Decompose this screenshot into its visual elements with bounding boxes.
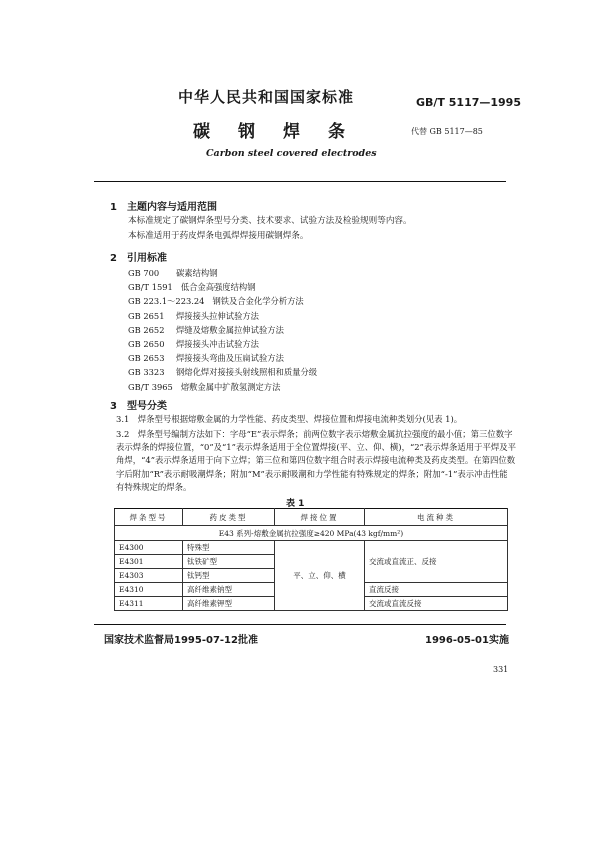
cell-model: E4310	[115, 583, 183, 597]
reference-item	[128, 280, 317, 294]
english-title: Carbon steel covered electrodes	[206, 148, 377, 159]
cell-current: 直流反接	[365, 583, 508, 597]
column-header: 药皮类型	[183, 509, 275, 526]
reference-item	[128, 309, 317, 323]
reference-title: 焊接接头冲击试验方法	[176, 339, 259, 350]
table-series-row	[115, 526, 508, 541]
cell-coating: 特殊型	[183, 541, 275, 555]
reference-title: 焊接接头弯曲及压扁试验方法	[176, 353, 284, 364]
reference-code: GB 3323	[128, 367, 165, 378]
standard-number: GB/T 5117—1995	[416, 96, 521, 109]
table-caption: 表 1	[286, 499, 305, 509]
section-heading-scope: 1 主题内容与适用范围	[110, 202, 217, 213]
title-char: 焊	[283, 122, 300, 142]
page-number: 331	[493, 665, 509, 674]
cell-model: E4311	[115, 597, 183, 611]
cell-current: 交流或直流正、反接	[365, 541, 508, 583]
replaces-note: 代替 GB 5117—85	[411, 127, 483, 136]
column-header: 电流种类	[365, 509, 508, 526]
section-heading-classification: 3 型号分类	[110, 401, 167, 412]
header-divider	[94, 181, 506, 182]
table-row	[115, 541, 508, 555]
implementation-date: 1996-05-01实施	[425, 635, 509, 646]
reference-code: GB 2652	[128, 324, 165, 335]
reference-code: GB 223.1～223.24	[128, 296, 205, 307]
reference-item	[128, 323, 317, 337]
clause-3-2: 3.2 焊条型号编制方法如下：字母“E”表示焊条；前两位数字表示熔敷金属抗拉强度的最小值；第三位数字表示焊条的焊接位置，“0”及“1”表示焊条适用于全位置焊接(平、立、仰、横)，“2”表示焊条适用于平焊及平角焊，“4”表示焊条适用于向下立焊；第三位和第四位数字组合时表示焊接电流种类及药皮类型。在第四位数字后附加“R”表示耐吸潮焊条；附加“M”表示耐吸潮和力学性能有特殊规定的焊条；附加“-1”表示冲击性能有特殊规定的焊条。	[116, 429, 516, 492]
section-heading-references: 2 引用标准	[110, 253, 167, 264]
table-header-row	[115, 509, 508, 526]
column-header: 焊接位置	[275, 509, 365, 526]
electrode-classification-table	[114, 508, 508, 611]
column-header: 焊条型号	[115, 509, 183, 526]
title-char: 钢	[238, 122, 255, 142]
scope-line-2: 本标准适用于药皮焊条电弧焊焊接用碳钢焊条。	[128, 231, 309, 241]
reference-code: GB 2650	[128, 339, 165, 350]
reference-title: 熔敷金属中扩散氢测定方法	[180, 381, 281, 392]
reference-item	[128, 337, 317, 351]
reference-item	[128, 266, 317, 280]
reference-code: GB 2653	[128, 353, 165, 364]
reference-item	[128, 380, 317, 394]
cell-position: 平、立、仰、横	[275, 541, 365, 611]
scope-line-1: 本标准规定了碳钢焊条型号分类、技术要求、试验方法及检验规则等内容。	[128, 216, 412, 226]
cell-coating: 钛铁矿型	[183, 555, 275, 569]
cell-model: E4300	[115, 541, 183, 555]
reference-list	[128, 266, 317, 394]
reference-code: GB 2651	[128, 310, 165, 321]
reference-title: 低合金高强度结构钢	[180, 282, 256, 293]
cell-coating: 钛钙型	[183, 569, 275, 583]
reference-item	[128, 294, 317, 308]
reference-item	[128, 365, 317, 379]
title-char: 条	[328, 122, 345, 142]
reference-title: 碳素结构钢	[176, 268, 218, 278]
series-label: E43 系列-熔敷金属抗拉强度≥420 MPa(43 kgf/mm²)	[115, 526, 508, 541]
reference-code: GB/T 3965	[128, 381, 173, 392]
reference-title: 焊接接头拉伸试验方法	[176, 310, 259, 321]
reference-title: 钢铁及合金化学分析方法	[212, 296, 304, 307]
reference-item	[128, 351, 317, 365]
reference-title: 焊缝及熔敷金属拉伸试验方法	[176, 324, 284, 335]
cell-current: 交流或直流反接	[365, 597, 508, 611]
reference-code: GB 700	[128, 268, 160, 278]
document-title	[193, 117, 373, 142]
cell-coating: 高纤维素钠型	[183, 583, 275, 597]
footer-divider	[94, 624, 506, 625]
clause-3-1: 3.1 焊条型号根据熔敷金属的力学性能、药皮类型、焊接位置和焊接电流种类划分(见表 1)。	[116, 414, 463, 424]
reference-code: GB/T 1591	[128, 282, 173, 293]
cell-coating: 高纤维素钾型	[183, 597, 275, 611]
approval-note: 国家技术监督局1995-07-12批准	[104, 635, 258, 646]
title-char: 碳	[193, 122, 210, 142]
reference-title: 钢熔化焊对接接头射线照相和质量分级	[176, 367, 318, 378]
cell-model: E4303	[115, 569, 183, 583]
national-standard-heading: 中华人民共和国国家标准	[178, 88, 355, 106]
cell-model: E4301	[115, 555, 183, 569]
